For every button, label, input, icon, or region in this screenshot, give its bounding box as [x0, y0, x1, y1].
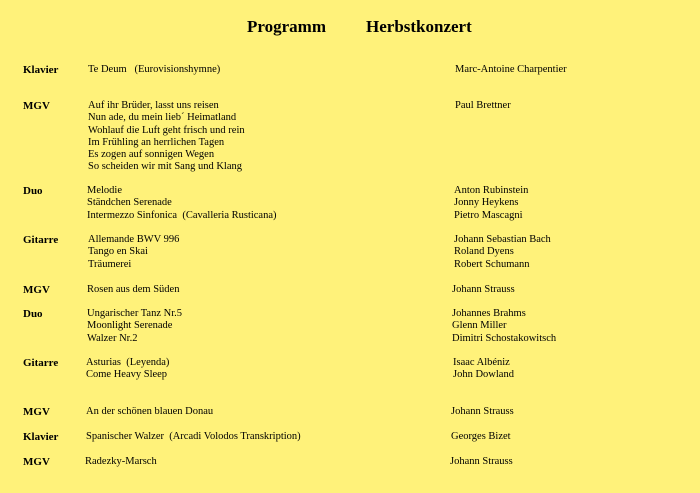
composer-name: Roland Dyens: [454, 246, 514, 258]
composer-name: Isaac Albéniz: [453, 357, 510, 368]
composer-name: Johann Strauss: [450, 456, 513, 467]
piece-list: [86, 406, 213, 418]
performer-label: Duo: [23, 308, 43, 320]
piece-title: Tango en Skai: [88, 246, 148, 258]
piece-title: Walzer Nr.2: [87, 332, 138, 344]
title-herbstkonzert: Herbstkonzert: [366, 17, 472, 36]
composer-name: Glenn Miller: [452, 320, 507, 332]
performer-label: Gitarre: [23, 357, 59, 369]
performer-label: MGV: [23, 406, 50, 418]
piece-title: Asturias (Leyenda): [86, 357, 170, 368]
piece-title: Ständchen Serenade: [87, 197, 172, 209]
piece-title: Rosen aus dem Süden: [87, 284, 180, 295]
composer-name: Johann Strauss: [452, 284, 515, 295]
composer-list: [455, 64, 567, 76]
composer-list: [452, 284, 515, 296]
performer-label: Klavier: [23, 64, 59, 76]
piece-title: Intermezzo Sinfonica (Cavalleria Rusticana): [87, 209, 277, 221]
composer-name: Robert Schumann: [454, 258, 530, 270]
piece-title: Ungarischer Tanz Nr.5: [87, 308, 182, 319]
composer-name: Johann Strauss: [451, 406, 514, 417]
composer-name: Georges Bizet: [451, 431, 511, 442]
piece-list: [88, 234, 179, 271]
piece-title: Melodie: [87, 185, 122, 196]
piece-title: Moonlight Serenade: [87, 320, 173, 332]
composer-list: [455, 100, 511, 112]
piece-list: [85, 456, 157, 468]
composer-list: [453, 357, 514, 382]
piece-title: Es zogen auf sonnigen Wegen: [88, 149, 215, 161]
composer-list: [451, 431, 511, 443]
performer-label: Klavier: [23, 431, 59, 443]
piece-list: [87, 308, 182, 345]
title-programm: Programm: [247, 17, 326, 36]
composer-name: Dimitri Schostakowitsch: [452, 332, 557, 344]
piece-list: [86, 357, 169, 382]
piece-title: Träumerei: [88, 258, 132, 270]
piece-title: Te Deum (Eurovisionshymne): [88, 64, 221, 75]
performer-label: MGV: [23, 284, 50, 296]
performer-label: MGV: [23, 456, 50, 468]
piece-title: Spanischer Walzer (Arcadi Volodos Transkription): [86, 431, 301, 442]
performer-label: MGV: [23, 100, 50, 112]
composer-name: Anton Rubinstein: [454, 185, 529, 196]
piece-list: [87, 284, 179, 296]
composer-name: Marc-Antoine Charpentier: [455, 64, 567, 75]
composer-list: [454, 234, 551, 271]
composer-list: [452, 308, 556, 345]
composer-name: Jonny Heykens: [454, 197, 519, 209]
composer-name: John Dowland: [453, 369, 514, 381]
piece-title: Auf ihr Brüder, lasst uns reisen: [88, 100, 219, 111]
composer-list: [454, 185, 528, 222]
performer-label: Gitarre: [23, 234, 59, 246]
piece-title: An der schönen blauen Donau: [86, 406, 214, 417]
piece-list: [87, 185, 277, 222]
composer-name: Johann Sebastian Bach: [454, 234, 551, 245]
piece-title: Allemande BWV 996: [88, 234, 180, 245]
piece-list: [86, 431, 301, 443]
performer-label: Duo: [23, 185, 43, 197]
composer-name: Paul Brettner: [455, 100, 511, 111]
piece-title: Im Frühling an herrlichen Tagen: [88, 136, 225, 148]
piece-list: [88, 100, 245, 174]
composer-list: [450, 456, 513, 468]
composer-name: Pietro Mascagni: [454, 209, 523, 221]
piece-title: Come Heavy Sleep: [86, 369, 168, 381]
piece-title: Nun ade, du mein lieb´ Heimatland: [88, 112, 237, 124]
piece-title: Radezky-Marsch: [85, 456, 157, 467]
composer-list: [451, 406, 514, 418]
composer-name: Johannes Brahms: [452, 308, 526, 319]
piece-title: So scheiden wir mit Sang und Klang: [88, 161, 242, 173]
piece-list: [88, 64, 220, 76]
piece-title: Wohlauf die Luft geht frisch und rein: [88, 124, 245, 136]
